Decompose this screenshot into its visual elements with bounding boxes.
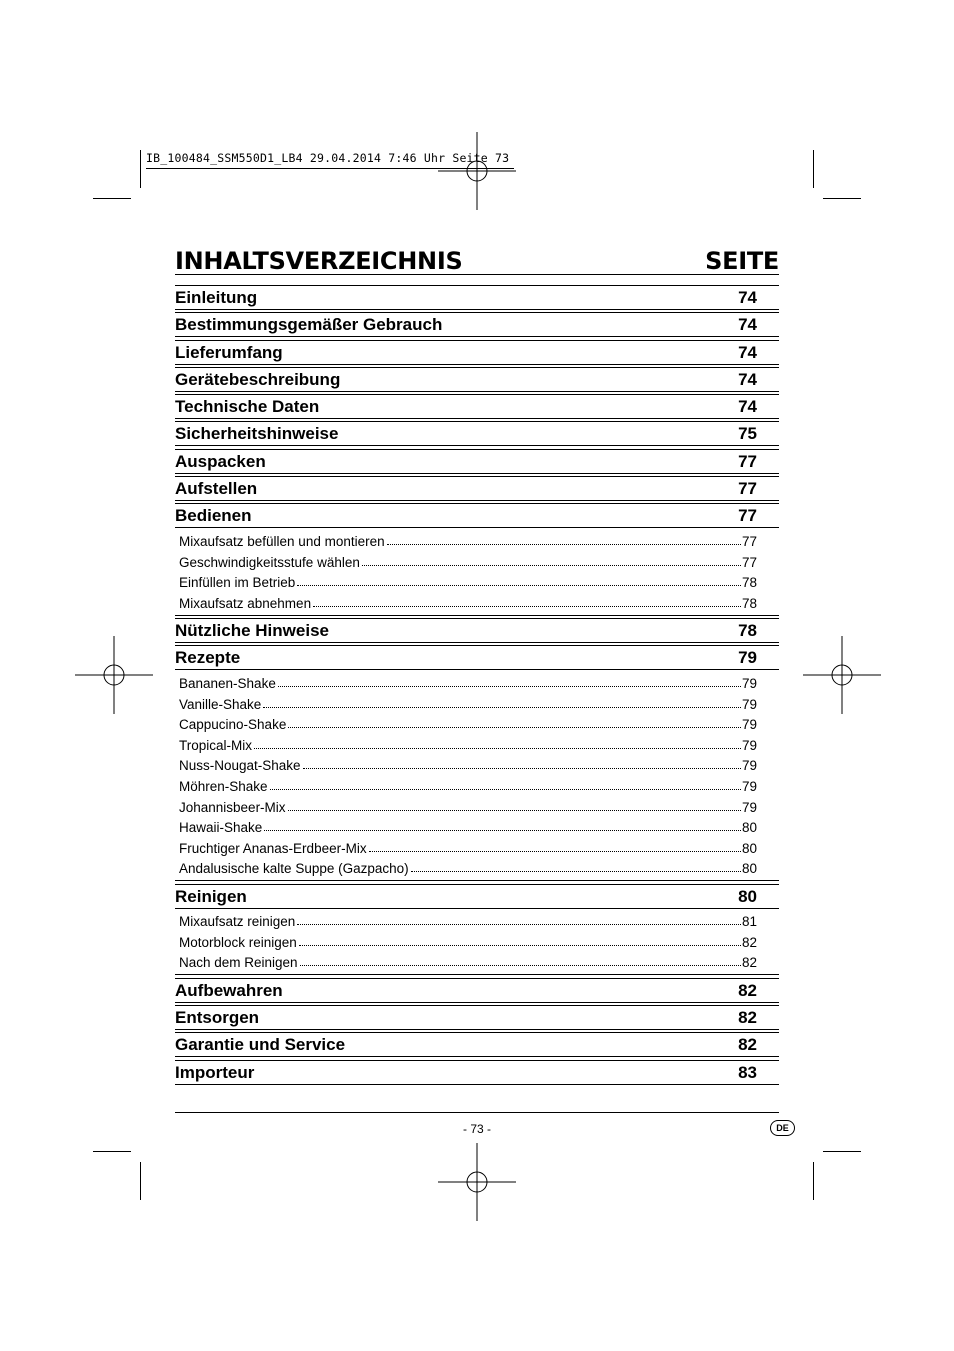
toc-entries (175, 285, 779, 1085)
dot-leader (288, 727, 741, 728)
toc-section-label: Nützliche Hinweise (175, 621, 329, 641)
toc-subsection[interactable] (175, 753, 779, 774)
toc-subsection-label: Nach dem Reinigen (179, 955, 298, 971)
toc-subsection-label: Tropical-Mix (179, 737, 253, 753)
toc-subsection-label: Nuss-Nougat-Shake (179, 758, 301, 774)
toc-section[interactable] (175, 884, 779, 909)
toc-section-page: 77 (738, 451, 757, 471)
toc-section-label: Bedienen (175, 506, 252, 526)
toc-section[interactable] (175, 476, 779, 501)
dot-leader (362, 565, 741, 566)
toc-section-label: Importeur (175, 1062, 255, 1082)
dot-leader (263, 707, 741, 708)
toc-section[interactable] (175, 312, 779, 337)
toc-subsection-page: 79 (741, 799, 757, 815)
toc-section[interactable] (175, 394, 779, 419)
toc-section[interactable] (175, 1005, 779, 1030)
toc-subsection-page: 82 (741, 934, 757, 950)
toc-section-label: Technische Daten (175, 397, 320, 417)
toc-subsection-page: 77 (741, 554, 757, 570)
toc-subsection-label: Möhren-Shake (179, 778, 268, 794)
registration-mark-left (75, 636, 153, 714)
toc-section-label: Auspacken (175, 451, 266, 471)
toc-section-page: 77 (738, 479, 757, 499)
toc-subsection[interactable] (175, 549, 779, 570)
toc-section-label: Bestimmungsgemäßer Gebrauch (175, 315, 443, 335)
dot-leader (387, 544, 741, 545)
toc-page-heading: SEITE (705, 247, 779, 275)
toc-section[interactable] (175, 449, 779, 474)
toc-subsection-page: 78 (741, 595, 757, 611)
crop-mark-tl-h (93, 198, 131, 199)
toc-subsection-page: 79 (741, 758, 757, 774)
toc-section-page: 74 (738, 288, 757, 307)
toc-section[interactable] (175, 1032, 779, 1057)
toc-section-page: 78 (738, 621, 757, 641)
toc-subsection[interactable] (175, 570, 779, 591)
toc-subsection-label: Vanille-Shake (179, 696, 262, 712)
toc-subsection-label: Fruchtiger Ananas-Erdbeer-Mix (179, 840, 367, 856)
toc-subsection[interactable] (175, 950, 779, 971)
dot-leader (411, 871, 741, 872)
toc-subsection[interactable] (175, 773, 779, 794)
toc-section-label: Sicherheitshinweise (175, 424, 339, 444)
toc-section-label: Einleitung (175, 288, 258, 307)
table-of-contents (175, 246, 779, 1085)
toc-section[interactable] (175, 421, 779, 446)
toc-subsection-page: 79 (741, 717, 757, 733)
dot-leader (254, 748, 741, 749)
print-header: IB_100484_SSM550D1_LB4 29.04.2014 7:46 Uhr Seite 73 (146, 151, 510, 165)
toc-subsection[interactable] (175, 670, 779, 691)
toc-section-label: Aufbewahren (175, 980, 283, 1000)
toc-subsection-label: Cappucino-Shake (179, 717, 287, 733)
toc-section-page: 82 (738, 1007, 757, 1027)
dot-leader (278, 686, 741, 687)
toc-subsection-page: 79 (741, 675, 757, 691)
toc-subsection-list (175, 528, 779, 615)
toc-subsection-label: Mixaufsatz reinigen (179, 914, 296, 930)
dot-leader (299, 945, 741, 946)
registration-mark-top (438, 132, 516, 210)
toc-subsection-label: Mixaufsatz befüllen und montieren (179, 533, 385, 549)
toc-section[interactable] (175, 645, 779, 670)
toc-subsection[interactable] (175, 794, 779, 815)
toc-section-label: Lieferumfang (175, 342, 283, 362)
toc-subsection[interactable] (175, 929, 779, 950)
dot-leader (297, 924, 741, 925)
toc-subsection-page: 77 (741, 533, 757, 549)
toc-subsection-label: Hawaii-Shake (179, 820, 263, 836)
dot-leader (300, 965, 741, 966)
toc-section-label: Rezepte (175, 648, 241, 668)
toc-subsection[interactable] (175, 856, 779, 877)
toc-section-page: 74 (738, 315, 757, 335)
crop-mark-tr-v (813, 150, 814, 188)
page-number: - 73 - (462, 1122, 491, 1136)
toc-section-label: Gerätebeschreibung (175, 369, 341, 389)
crop-mark-tr-h (823, 198, 861, 199)
toc-section[interactable] (175, 367, 779, 392)
toc-subsection-label: Motorblock reinigen (179, 934, 297, 950)
toc-subsection[interactable] (175, 909, 779, 930)
dot-leader (264, 830, 741, 831)
registration-mark-right (803, 636, 881, 714)
crop-mark-bl-h (93, 1151, 131, 1152)
toc-subsection-page: 80 (741, 820, 757, 836)
toc-subsection-page: 79 (741, 696, 757, 712)
toc-section-page: 75 (738, 424, 757, 444)
toc-section-label: Aufstellen (175, 479, 258, 499)
toc-subsection-label: Mixaufsatz abnehmen (179, 595, 312, 611)
toc-subsection-page: 79 (741, 778, 757, 794)
crop-mark-br-h (823, 1151, 861, 1152)
dot-leader (369, 851, 741, 852)
toc-subsection[interactable] (175, 528, 779, 549)
toc-subsection-label: Andalusische kalte Suppe (Gazpacho) (179, 861, 409, 877)
toc-subsection-page: 81 (741, 914, 757, 930)
crop-mark-br-v (813, 1162, 814, 1200)
dot-leader (288, 810, 741, 811)
toc-subsection[interactable] (175, 835, 779, 856)
registration-mark-bottom (438, 1143, 516, 1221)
toc-section[interactable] (175, 503, 779, 528)
toc-subsection-page: 80 (741, 840, 757, 856)
dot-leader (313, 606, 741, 607)
toc-section-page: 74 (738, 397, 757, 417)
toc-title: INHALTSVERZEICHNIS (175, 247, 463, 275)
toc-section-label: Entsorgen (175, 1007, 260, 1027)
toc-subsection-list (175, 909, 779, 976)
dot-leader (297, 585, 741, 586)
toc-subsection[interactable] (175, 590, 779, 611)
dot-leader (303, 768, 741, 769)
toc-section-label: Garantie und Service (175, 1035, 346, 1055)
toc-subsection-label: Geschwindigkeitsstufe wählen (179, 554, 360, 570)
language-badge: DE (770, 1120, 795, 1136)
toc-subsection-label: Johannisbeer-Mix (179, 799, 286, 815)
dot-leader (270, 789, 741, 790)
toc-subsection-list (175, 670, 779, 881)
toc-subsection[interactable] (175, 732, 779, 753)
toc-section[interactable] (175, 978, 779, 1003)
toc-section-page: 83 (738, 1062, 757, 1082)
toc-section-page: 82 (738, 1035, 757, 1055)
toc-subsection-page: 78 (741, 575, 757, 591)
toc-section-page: 74 (738, 369, 757, 389)
toc-subsection[interactable] (175, 691, 779, 712)
toc-subsection-label: Einfüllen im Betrieb (179, 575, 296, 591)
toc-section[interactable] (175, 285, 779, 310)
toc-subsection-label: Bananen-Shake (179, 675, 276, 691)
toc-section-page: 80 (738, 886, 757, 906)
toc-subsection-page: 82 (741, 955, 757, 971)
toc-section[interactable] (175, 340, 779, 365)
toc-section-page: 82 (738, 980, 757, 1000)
toc-subsection-page: 80 (741, 861, 757, 877)
toc-section-label: Reinigen (175, 886, 247, 906)
toc-heading (175, 246, 779, 275)
toc-section[interactable] (175, 1060, 779, 1085)
footer-rule (175, 1112, 779, 1113)
toc-subsection[interactable] (175, 815, 779, 836)
toc-subsection[interactable] (175, 712, 779, 733)
crop-mark-bl-v (140, 1162, 141, 1200)
toc-section-page: 79 (738, 648, 757, 668)
toc-section-page: 74 (738, 342, 757, 362)
toc-section-page: 77 (738, 506, 757, 526)
toc-subsection-page: 79 (741, 737, 757, 753)
toc-section[interactable] (175, 618, 779, 643)
crop-mark-tl-v (140, 150, 141, 188)
